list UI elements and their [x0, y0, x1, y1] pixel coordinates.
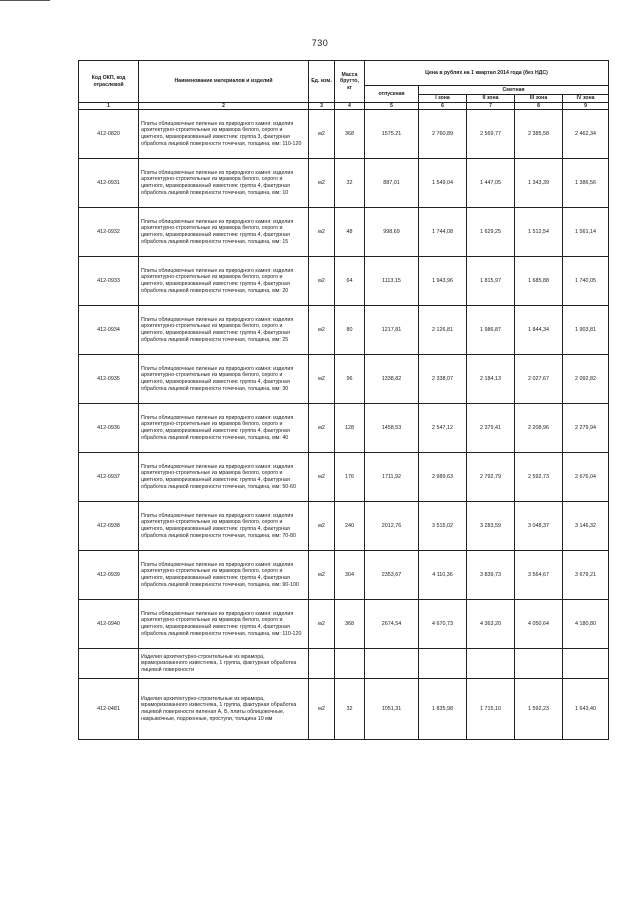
- row-name: Плиты облицовочные пиленые из природного камня: изделия архитектурно-строительные из мрамора белого, серого и цветного, мраморизованный известняк: группа 4, фактурная обработка лицевой поверхности точечная, толщина, мм: 50-60: [139, 453, 309, 502]
- row-zone-1-price: 2 760,89: [419, 110, 467, 159]
- row-zone-2-price: 3 839,73: [467, 551, 515, 600]
- row-mass: 368: [335, 110, 365, 159]
- row-mass: 48: [335, 208, 365, 257]
- row-code: 412-0820: [79, 110, 139, 159]
- row-code: 412-0938: [79, 502, 139, 551]
- row-zone-4-price: 1 561,14: [563, 208, 609, 257]
- group-empty-cell: [365, 649, 419, 679]
- row-zone-4-price: 2 676,04: [563, 453, 609, 502]
- header-price-group: Цена в рублях на 1 квартал 2014 года (без НДС): [365, 61, 609, 86]
- col-number: 4: [335, 103, 365, 110]
- row-zone-4-price: 1 903,81: [563, 306, 609, 355]
- group-empty-cell: [419, 649, 467, 679]
- row-zone-1-price: 1 549,04: [419, 159, 467, 208]
- row-name: Изделия архитектурно-строительные из мрамора, мраморизованного известняка, 1 группа, фактурная обработка лицевой поверхности пиленая А, Б, плиты облицовочные, накрывочные, подоконные, проступи, толщина 10 мм: [139, 679, 309, 740]
- col-number: 2: [139, 103, 309, 110]
- row-mass: 128: [335, 404, 365, 453]
- row-unit: м2: [309, 355, 335, 404]
- row-name: Плиты облицовочные пиленые из природного камня: изделия архитектурно-строительные из мрамора белого, серого и цветного, мраморизованный известняк: группа 4, фактурная обработка лицевой поверхности точечная, толщина, мм: 40: [139, 404, 309, 453]
- row-zone-4-price: 2 279,94: [563, 404, 609, 453]
- row-release-price: 1113,15: [365, 257, 419, 306]
- row-unit: м2: [309, 306, 335, 355]
- row-zone-1-price: 2 989,63: [419, 453, 467, 502]
- row-zone-2-price: 2 184,13: [467, 355, 515, 404]
- row-name: Плиты облицовочные пиленые из природного камня: изделия архитектурно-строительные из мрамора белого, серого и цветного, мраморизованный известняк: группа 3, фактурная обработка лицевой поверхности точечная, толщина, мм: 110-120: [139, 110, 309, 159]
- table-body: [79, 110, 609, 740]
- row-release-price: 2353,67: [365, 551, 419, 600]
- page-number: 730: [311, 38, 329, 48]
- col-number: 7: [467, 103, 515, 110]
- row-zone-2-price: 1 447,05: [467, 159, 515, 208]
- row-unit: м2: [309, 502, 335, 551]
- row-unit: м2: [309, 551, 335, 600]
- row-zone-1-price: 4 110,36: [419, 551, 467, 600]
- row-zone-3-price: 1 343,39: [515, 159, 563, 208]
- row-unit: м2: [309, 110, 335, 159]
- row-zone-4-price: 4 180,80: [563, 600, 609, 649]
- row-release-price: 1575.21: [365, 110, 419, 159]
- row-zone-1-price: 2 338,07: [419, 355, 467, 404]
- row-zone-2-price: 3 283,59: [467, 502, 515, 551]
- row-code: 412-0934: [79, 306, 139, 355]
- row-mass: 32: [335, 679, 365, 740]
- row-unit: м2: [309, 208, 335, 257]
- row-zone-2-price: 1 629,25: [467, 208, 515, 257]
- header-estimate: Сметная: [419, 86, 609, 95]
- row-zone-4-price: 2 092,82: [563, 355, 609, 404]
- row-zone-4-price: 1 386,56: [563, 159, 609, 208]
- row-release-price: 887,01: [365, 159, 419, 208]
- header-name: Наименование материалов и изделий: [139, 61, 309, 103]
- row-unit: м2: [309, 600, 335, 649]
- header-zone-1: I зона: [419, 95, 467, 103]
- row-zone-3-price: 2 027,67: [515, 355, 563, 404]
- row-release-price: 998,69: [365, 208, 419, 257]
- row-zone-4-price: 1 740,05: [563, 257, 609, 306]
- row-name: Плиты облицовочные пиленые из природного камня: изделия архитектурно-строительные из мрамора белого, серого и цветного, мраморизованный известняк: группа 4, фактурная обработка лицевой поверхности точечная, толщина, мм: 10: [139, 159, 309, 208]
- row-zone-3-price: 1 592,23: [515, 679, 563, 740]
- row-release-price: 2674,54: [365, 600, 419, 649]
- header-mass: Масса брутто, кг: [335, 61, 365, 103]
- row-zone-3-price: 1 685,88: [515, 257, 563, 306]
- group-empty-cell: [467, 649, 515, 679]
- row-release-price: 1051,31: [365, 679, 419, 740]
- header-zone-2: II зона: [467, 95, 515, 103]
- group-code-cell: [79, 649, 139, 679]
- row-mass: 240: [335, 502, 365, 551]
- row-unit: м2: [309, 453, 335, 502]
- group-empty-cell: [515, 649, 563, 679]
- group-empty-cell: [563, 649, 609, 679]
- row-name: Плиты облицовочные пиленые из природного камня: изделия архитектурно-строительные из мрамора белого, серого и цветного, мраморизованный известняк: группа 4, фактурная обработка лицевой поверхности точечная, толщина, мм: 110-120: [139, 600, 309, 649]
- col-number: 3: [309, 103, 335, 110]
- row-mass: 96: [335, 355, 365, 404]
- row-name: Плиты облицовочные пиленые из природного камня: изделия архитектурно-строительные из мрамора белого, серого и цветного, мраморизованный известняк: группа 4, фактурная обработка лицевой поверхности точечная, толщина, мм: 15: [139, 208, 309, 257]
- row-mass: 176: [335, 453, 365, 502]
- group-heading: Изделия архитектурно-строительные из мрамора, мраморизованного известняка, 1 группа, фактурная обработка лицевой поверхности: [139, 649, 309, 679]
- row-zone-1-price: 3 515,02: [419, 502, 467, 551]
- row-name: Плиты облицовочные пиленые из природного камня: изделия архитектурно-строительные из мрамора белого, серого и цветного, мраморизованный известняк: группа 4, фактурная обработка лицевой поверхности точечная, толщина, мм: 70-80: [139, 502, 309, 551]
- row-zone-4-price: 2 462,34: [563, 110, 609, 159]
- row-name: Плиты облицовочные пиленые из природного камня: изделия архитектурно-строительные из мрамора белого, серого и цветного, мраморизованный известняк: группа 4, фактурная обработка лицевой поверхности точечная, толщина, мм: 30: [139, 355, 309, 404]
- row-code: 412-0481: [79, 679, 139, 740]
- col-number: 9: [563, 103, 609, 110]
- row-name: Плиты облицовочные пиленые из природного камня: изделия архитектурно-строительные из мрамора белого, серого и цветного, мраморизованный известняк: группа 4, фактурная обработка лицевой поверхности точечная, толщина, мм: 90-100: [139, 551, 309, 600]
- row-release-price: 1217,81: [365, 306, 419, 355]
- col-number: 6: [419, 103, 467, 110]
- row-zone-1-price: 1 744,08: [419, 208, 467, 257]
- row-code: 412-0932: [79, 208, 139, 257]
- row-release-price: 2012,76: [365, 502, 419, 551]
- row-name: Плиты облицовочные пиленые из природного камня: изделия архитектурно-строительные из мрамора белого, серого и цветного, мраморизованный известняк: группа 4, фактурная обработка лицевой поверхности точечная, толщина, мм: 20: [139, 257, 309, 306]
- header-release: отпускная: [365, 86, 419, 103]
- header-unit: Ед. изм.: [309, 61, 335, 103]
- row-unit: м2: [309, 257, 335, 306]
- row-zone-2-price: 4 363,20: [467, 600, 515, 649]
- row-code: 412-0936: [79, 404, 139, 453]
- row-zone-1-price: 2 126,81: [419, 306, 467, 355]
- row-zone-3-price: 4 050,64: [515, 600, 563, 649]
- row-code: 412-0937: [79, 453, 139, 502]
- row-code: 412-0939: [79, 551, 139, 600]
- group-empty-cell: [309, 649, 335, 679]
- row-zone-4-price: 1 643,40: [563, 679, 609, 740]
- top-rule: [0, 0, 50, 1]
- row-mass: 80: [335, 306, 365, 355]
- row-release-price: 1458,53: [365, 404, 419, 453]
- header-zone-3: III зона: [515, 95, 563, 103]
- row-zone-1-price: 1 943,96: [419, 257, 467, 306]
- row-zone-1-price: 1 835,98: [419, 679, 467, 740]
- row-zone-3-price: 1 512,54: [515, 208, 563, 257]
- row-name: Плиты облицовочные пиленые из природного камня: изделия архитектурно-строительные из мрамора белого, серого и цветного, мраморизованный известняк: группа 4, фактурная обработка лицевой поверхности точечная, толщина, мм: 25: [139, 306, 309, 355]
- row-zone-3-price: 3 564,67: [515, 551, 563, 600]
- row-mass: 64: [335, 257, 365, 306]
- row-zone-3-price: 2 385,58: [515, 110, 563, 159]
- row-zone-2-price: 2 792,79: [467, 453, 515, 502]
- row-zone-4-price: 3 146,32: [563, 502, 609, 551]
- col-number: 1: [79, 103, 139, 110]
- row-mass: 304: [335, 551, 365, 600]
- col-number: 5: [365, 103, 419, 110]
- row-mass: 368: [335, 600, 365, 649]
- row-code: 412-0931: [79, 159, 139, 208]
- group-empty-cell: [335, 649, 365, 679]
- row-unit: м2: [309, 159, 335, 208]
- row-release-price: 1711,92: [365, 453, 419, 502]
- row-unit: м2: [309, 679, 335, 740]
- row-zone-2-price: 2 379,41: [467, 404, 515, 453]
- price-table: [78, 60, 609, 740]
- header-zone-4: IV зона: [563, 95, 609, 103]
- row-zone-3-price: 3 048,37: [515, 502, 563, 551]
- row-code: 412-0935: [79, 355, 139, 404]
- row-unit: м2: [309, 404, 335, 453]
- header-code: Код ОКП, код отраслевой: [79, 61, 139, 103]
- row-zone-2-price: 1 986,87: [467, 306, 515, 355]
- row-zone-1-price: 4 670,73: [419, 600, 467, 649]
- row-zone-3-price: 1 844,34: [515, 306, 563, 355]
- col-number: 8: [515, 103, 563, 110]
- row-mass: 32: [335, 159, 365, 208]
- row-release-price: 1338,82: [365, 355, 419, 404]
- row-zone-4-price: 3 679,21: [563, 551, 609, 600]
- row-code: 412-0940: [79, 600, 139, 649]
- row-zone-1-price: 2 547,12: [419, 404, 467, 453]
- row-zone-3-price: 2 208,96: [515, 404, 563, 453]
- row-zone-2-price: 2 569,77: [467, 110, 515, 159]
- row-zone-3-price: 2 592,73: [515, 453, 563, 502]
- row-code: 412-0933: [79, 257, 139, 306]
- row-zone-2-price: 1 815,97: [467, 257, 515, 306]
- row-zone-2-price: 1 715,10: [467, 679, 515, 740]
